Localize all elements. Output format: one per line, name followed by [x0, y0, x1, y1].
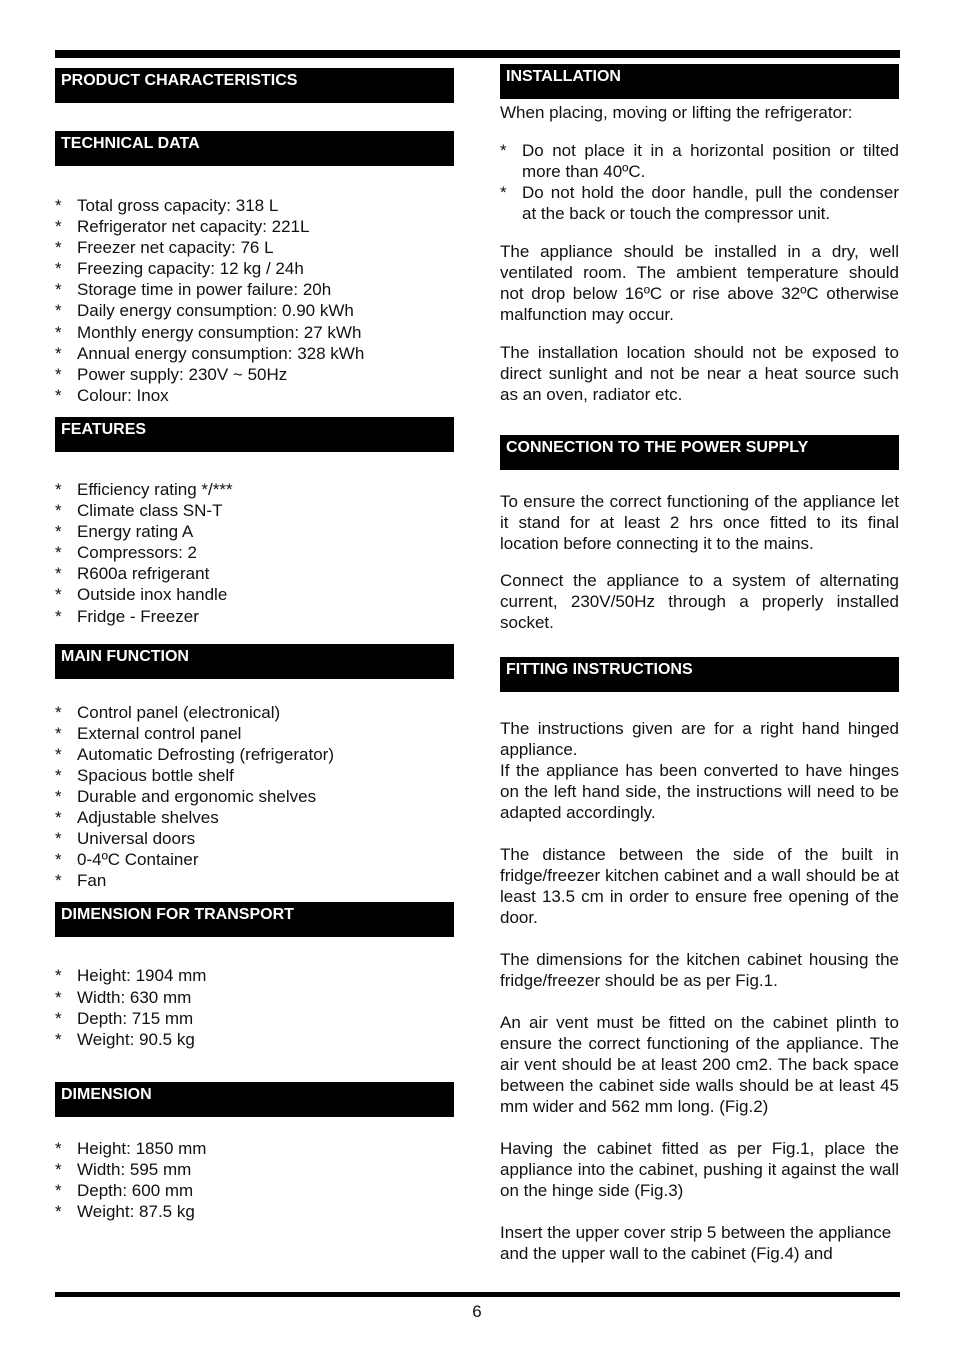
list-item: * Width: 630 mm [55, 987, 192, 1007]
fitting-paragraph: If the appliance has been converted to have hinges on the left hand side, the instructions will need to be adapted accordingly. [500, 761, 899, 822]
list-item: * Weight: 87.5 kg [55, 1202, 195, 1222]
top-rule [55, 50, 900, 58]
section-header-installation: INSTALLATION [500, 64, 899, 99]
fitting-paragraph: Having the cabinet fitted as per Fig.1, place the appliance into the cabinet, pushing it against the wall on the hinge side (Fig.3) [500, 1139, 899, 1200]
list-item: * Storage time in power failure: 20h [55, 280, 332, 300]
fitting-paragraph: The distance between the side of the built in fridge/freezer kitchen cabinet and a wall should be at least 13.5 cm in order to ensure free opening of the door. [500, 845, 899, 927]
section-header-features: FEATURES [55, 417, 454, 452]
list-item: * External control panel [55, 723, 242, 743]
list-item: * R600a refrigerant [55, 564, 210, 584]
list-item: * Freezing capacity: 12 kg / 24h [55, 259, 304, 279]
list-item: * Outside inox handle [55, 585, 228, 605]
section-header-product-characteristics: PRODUCT CHARACTERISTICS [55, 68, 454, 103]
list-item: * Monthly energy consumption: 27 kWh [55, 322, 362, 342]
page-number: 6 [472, 1302, 482, 1321]
list-item: * 0-4ºC Container [55, 850, 199, 870]
list-item: * Height: 1904 mm [55, 966, 207, 986]
section-header-dimension: DIMENSION [55, 1082, 454, 1117]
dimension-transport-list [55, 965, 454, 1049]
section-header-dimension-for-transport: DIMENSION FOR TRANSPORT [55, 902, 454, 937]
fitting-paragraph: An air vent must be fitted on the cabinet plinth to ensure the correct functioning of the appliance. The air vent should be at least 200 cm2. The back space between the cabinet side walls should be at least 45 mm wider and 562 mm long. (Fig.2) [500, 1013, 899, 1116]
list-item: * Depth: 715 mm [55, 1008, 194, 1028]
left-column [55, 68, 454, 1222]
section-header-technical-data: TECHNICAL DATA [55, 131, 454, 166]
main-function-list [55, 702, 454, 892]
list-item: * Do not place it in a horizontal position or tilted more than 40ºC. [500, 141, 899, 181]
list-item: * Depth: 600 mm [55, 1181, 194, 1200]
list-item: * Fridge - Freezer [55, 606, 199, 626]
list-item: * Fan [55, 871, 107, 891]
dimension-list [55, 1138, 454, 1222]
list-item: * Automatic Defrosting (refrigerator) [55, 744, 334, 764]
installation-list [500, 140, 899, 224]
list-item: * Refrigerator net capacity: 221L [55, 217, 310, 237]
list-item: * Spacious bottle shelf [55, 765, 234, 785]
power-supply-paragraph: Connect the appliance to a system of alternating current, 230V/50Hz through a properly installed socket. [500, 571, 899, 632]
list-item: * Control panel (electronical) [55, 702, 281, 722]
list-item: * Total gross capacity: 318 L [55, 196, 279, 215]
list-item: * Freezer net capacity: 76 L [55, 238, 274, 258]
technical-data-list [55, 195, 454, 406]
fitting-paragraph: The dimensions for the kitchen cabinet housing the fridge/freezer should be as per Fig.1. [500, 950, 899, 990]
installation-paragraph: The appliance should be installed in a dry, well ventilated room. The ambient temperature should not drop below 16ºC or rise above 32ºC otherwise malfunction may occur. [500, 242, 899, 324]
list-item: * Width: 595 mm [55, 1159, 192, 1179]
list-item: * Efficiency rating */*** [55, 479, 233, 499]
section-header-fitting-instructions: FITTING INSTRUCTIONS [500, 657, 899, 692]
list-item: * Compressors: 2 [55, 543, 197, 563]
section-header-main-function: MAIN FUNCTION [55, 644, 454, 679]
list-item: * Daily energy consumption: 0.90 kWh [55, 301, 354, 321]
power-supply-paragraph: To ensure the correct functioning of the appliance let it stand for at least 2 hrs once fitted to its final location before connecting it to the mains. [500, 492, 899, 553]
list-item: * Do not hold the door handle, pull the condenser at the back or touch the compressor unit. [500, 183, 899, 223]
right-column [500, 64, 899, 1264]
installation-intro: When placing, moving or lifting the refrigerator: [500, 103, 853, 122]
list-item: * Power supply: 230V ~ 50Hz [55, 364, 288, 384]
list-item: * Height: 1850 mm [55, 1138, 207, 1158]
section-header-power-supply: CONNECTION TO THE POWER SUPPLY [500, 435, 899, 470]
fitting-paragraph: Insert the upper cover strip 5 between the appliance and the upper wall to the cabinet (Fig.4) and [500, 1223, 892, 1263]
list-item: * Annual energy consumption: 328 kWh [55, 343, 365, 363]
list-item: * Energy rating A [55, 522, 194, 542]
fitting-paragraph: The instructions given are for a right hand hinged appliance. [500, 719, 899, 759]
list-item: * Weight: 90.5 kg [55, 1029, 195, 1049]
installation-paragraph: The installation location should not be exposed to direct sunlight and not be near a heat source such as an oven, radiator etc. [500, 343, 899, 404]
list-item: * Climate class SN-T [55, 501, 223, 521]
list-item: * Adjustable shelves [55, 808, 219, 828]
features-list [55, 479, 454, 627]
list-item: * Colour: Inox [55, 385, 169, 405]
list-item: * Durable and ergonomic shelves [55, 786, 317, 806]
list-item: * Universal doors [55, 829, 196, 849]
bottom-rule [55, 1292, 900, 1297]
